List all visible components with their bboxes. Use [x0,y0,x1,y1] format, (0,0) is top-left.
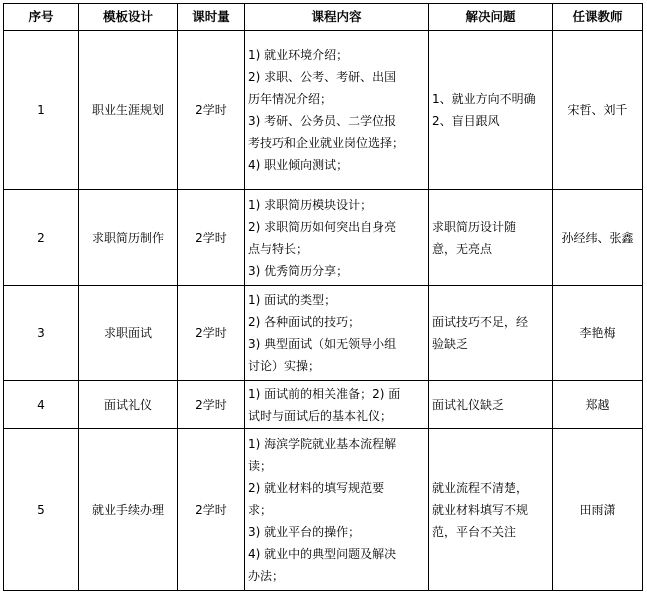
content-line: 1) 面试前的相关准备；2) 面 [248,386,401,401]
content-line: 3) 就业平台的操作； [248,524,361,539]
problem-line: 2、盲目跟风 [432,114,500,128]
cell-hours: 2学时 [178,286,245,381]
content-line: 求； [248,502,273,517]
cell-module: 面试礼仪 [79,381,178,429]
cell-hours: 2学时 [178,429,245,591]
cell-no: 4 [4,381,79,429]
content-line: 1) 就业环境介绍； [248,48,349,62]
content-line: 试时与面试后的基本礼仪； [248,408,393,423]
header-hours: 课时量 [178,4,245,31]
content-line: 考技巧和企业就业岗位选择； [248,136,405,150]
problem-line: 1、就业方向不明确 [432,92,536,106]
cell-content [245,429,429,591]
problem-line: 面试技巧不足，经 [432,315,529,329]
cell-hours: 2学时 [178,190,245,286]
content-line: 3) 考研、公务员、二学位报 [248,114,397,128]
cell-problems [429,190,553,286]
cell-hours: 2学时 [178,381,245,429]
cell-problems [429,429,553,591]
cell-content [245,31,429,190]
cell-teacher: 宋哲、刘千 [553,31,643,190]
cell-no: 5 [4,429,79,591]
content-line: 2) 就业材料的填写规范要 [248,480,385,495]
table-row [4,429,643,591]
problem-line: 面试礼仪缺乏 [432,397,505,412]
problem-line: 就业材料填写不规 [432,502,529,517]
problem-line: 就业流程不清楚， [432,480,529,495]
cell-problems [429,381,553,429]
table-row [4,381,643,429]
cell-module: 就业手续办理 [79,429,178,591]
content-line: 2) 求职简历如何突出自身亮 [248,219,397,234]
content-line: 4) 就业中的典型问题及解决 [248,546,397,561]
cell-no: 2 [4,190,79,286]
problem-line: 求职简历设计随 [432,219,517,234]
cell-content [245,381,429,429]
cell-module: 求职简历制作 [79,190,178,286]
problem-line: 意，无亮点 [432,241,493,256]
content-line: 2) 各种面试的技巧； [248,315,361,329]
cell-no: 3 [4,286,79,381]
content-line: 点与特长； [248,241,309,256]
table-row [4,190,643,286]
content-line: 历年情况介绍； [248,92,333,106]
content-line: 1) 求职简历模块设计； [248,197,373,212]
content-line: 4) 职业倾向测试； [248,158,349,172]
content-line: 办法； [248,568,285,583]
table-row [4,31,643,190]
table-row [4,286,643,381]
content-line: 2) 求职、公考、考研、出国 [248,70,397,84]
header-no: 序号 [4,4,79,31]
cell-teacher: 郑越 [553,381,643,429]
content-line: 3) 典型面试（如无领导小组 [248,337,397,351]
header-teacher: 任课教师 [553,4,643,31]
header-module: 模板设计 [79,4,178,31]
content-line: 1) 面试的类型； [248,293,337,307]
course-table [3,3,643,591]
content-line: 1) 海滨学院就业基本流程解 [248,436,397,451]
cell-no: 1 [4,31,79,190]
header-problems: 解决问题 [429,4,553,31]
cell-content [245,190,429,286]
cell-teacher: 孙经纬、张鑫 [553,190,643,286]
header-row [4,4,643,31]
problem-line: 范，平台不关注 [432,524,517,539]
problem-line: 验缺乏 [432,337,469,351]
cell-problems [429,31,553,190]
cell-hours: 2学时 [178,31,245,190]
cell-teacher: 李艳梅 [553,286,643,381]
content-line: 3) 优秀简历分享； [248,263,349,278]
cell-module: 职业生涯规划 [79,31,178,190]
cell-content [245,286,429,381]
cell-module: 求职面试 [79,286,178,381]
content-line: 读； [248,458,273,473]
header-content: 课程内容 [245,4,429,31]
cell-problems [429,286,553,381]
content-line: 讨论）实操； [248,359,321,373]
cell-teacher: 田雨潇 [553,429,643,591]
